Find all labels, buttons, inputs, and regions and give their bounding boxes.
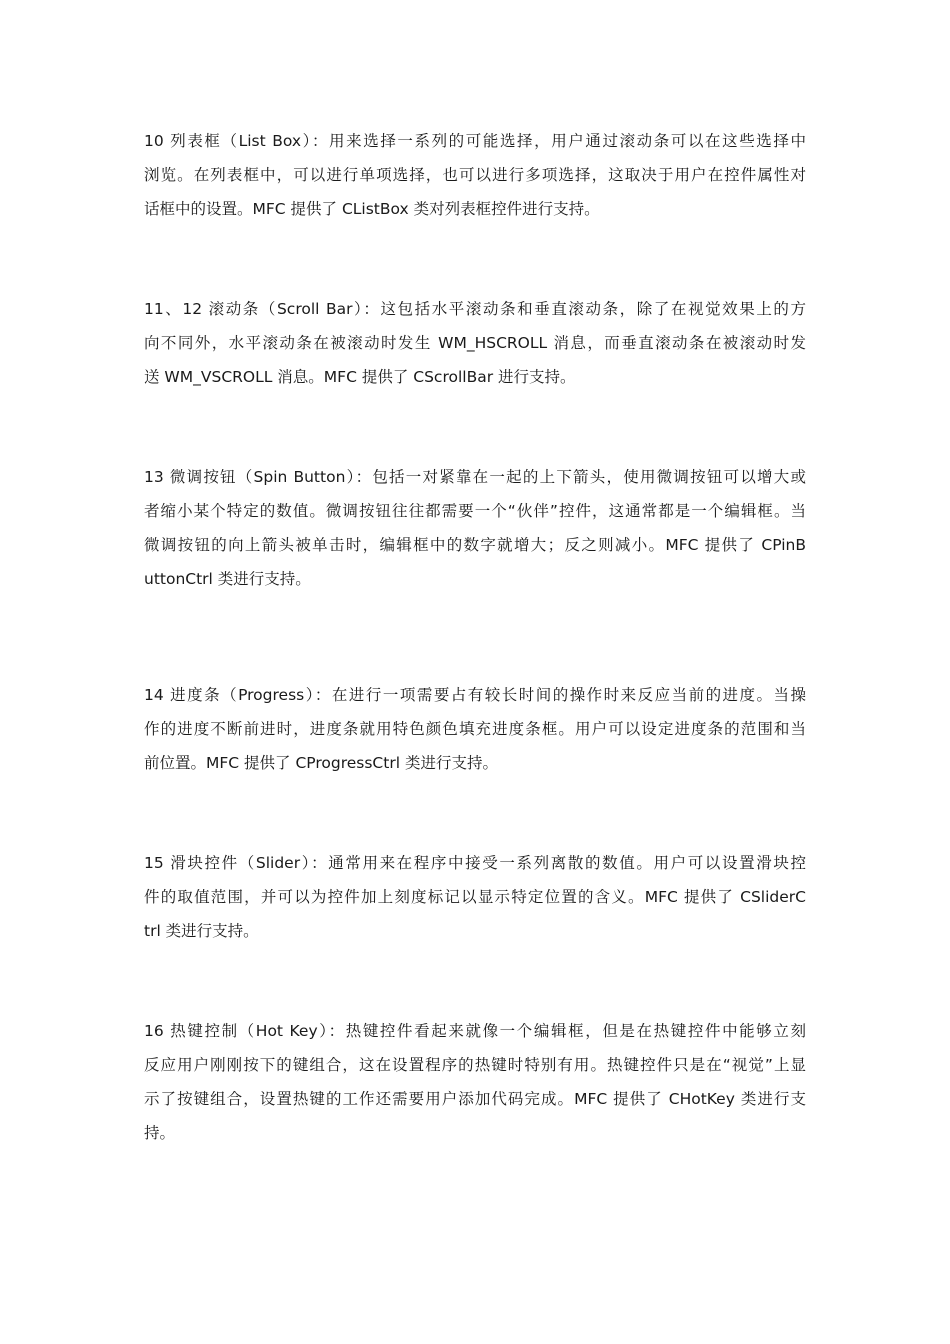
paragraph-progress	[144, 678, 806, 780]
text-line: 示了按键组合，设置热键的工作还需要用户添加代码完成。MFC 提供了 CHotKey 类进行支	[144, 1090, 806, 1108]
text-line: 微调按钮的向上箭头被单击时，编辑框中的数字就增大；反之则减小。MFC 提供了 CPinB	[144, 536, 806, 554]
text-line: 话框中的设置。MFC 提供了 CListBox 类对列表框控件进行支持。	[144, 200, 600, 218]
text-line: 13 微调按钮（Spin Button）：包括一对紧靠在一起的上下箭头，使用微调按钮可以增大或	[144, 468, 806, 486]
paragraph-spin-button	[144, 460, 806, 596]
text-line: 11、12 滚动条（Scroll Bar）：这包括水平滚动条和垂直滚动条，除了在视觉效果上的方	[144, 300, 806, 318]
text-line: 件的取值范围，并可以为控件加上刻度标记以显示特定位置的含义。MFC 提供了 CSliderC	[144, 888, 806, 906]
text-line: 者缩小某个特定的数值。微调按钮往往都需要一个“伙伴”控件，这通常都是一个编辑框。当	[144, 502, 806, 520]
text-line: 前位置。MFC 提供了 CProgressCtrl 类进行支持。	[144, 754, 498, 772]
text-line: 16 热键控制（Hot Key）：热键控件看起来就像一个编辑框，但是在热键控件中能够立刻	[144, 1022, 806, 1040]
text-line: 15 滑块控件（Slider）：通常用来在程序中接受一系列离散的数值。用户可以设置滑块控	[144, 854, 806, 872]
text-line: 送 WM_VSCROLL 消息。MFC 提供了 CScrollBar 进行支持。	[144, 368, 576, 386]
text-line: 浏览。在列表框中，可以进行单项选择，也可以进行多项选择，这取决于用户在控件属性对	[144, 166, 806, 184]
text-line: trl 类进行支持。	[144, 922, 259, 940]
text-line: 持。	[144, 1124, 176, 1142]
text-line: uttonCtrl 类进行支持。	[144, 570, 311, 588]
text-line: 反应用户刚刚按下的键组合，这在设置程序的热键时特别有用。热键控件只是在“视觉”上显	[144, 1056, 806, 1074]
text-line: 10 列表框（List Box）：用来选择一系列的可能选择，用户通过滚动条可以在这些选择中	[144, 132, 806, 150]
paragraph-slider	[144, 846, 806, 948]
paragraph-scroll-bar	[144, 292, 806, 394]
text-line: 作的进度不断前进时，进度条就用特色颜色填充进度条框。用户可以设定进度条的范围和当	[144, 720, 806, 738]
text-line: 向不同外，水平滚动条在被滚动时发生 WM_HSCROLL 消息，而垂直滚动条在被滚动时发	[144, 334, 806, 352]
paragraph-hot-key	[144, 1014, 806, 1150]
paragraph-list-box	[144, 124, 806, 226]
text-line: 14 进度条（Progress）：在进行一项需要占有较长时间的操作时来反应当前的进度。当操	[144, 686, 806, 704]
